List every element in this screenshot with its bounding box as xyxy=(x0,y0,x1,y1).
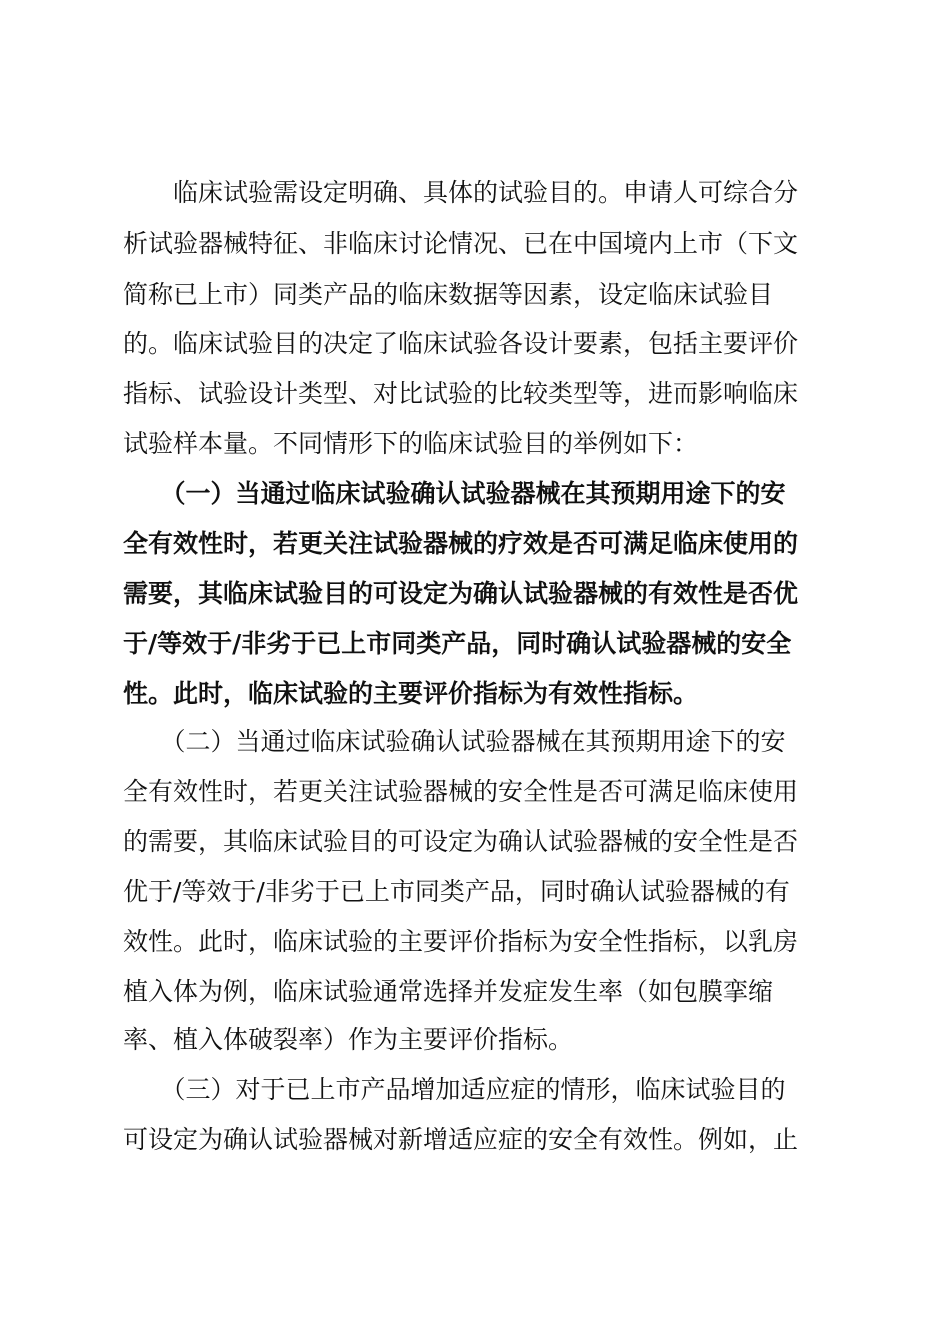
text-line: 指标、试验设计类型、对比试验的比较类型等，进而影响临床 xyxy=(123,379,799,408)
text-line: 的。临床试验目的决定了临床试验各设计要素，包括主要评价 xyxy=(123,329,799,358)
text-line: 效性。此时，临床试验的主要评价指标为安全性指标，以乳房 xyxy=(123,927,799,956)
text-line: 可设定为确认试验器械对新增适应症的安全有效性。例如，止 xyxy=(123,1125,799,1154)
text-line: 的需要，其临床试验目的可设定为确认试验器械的安全性是否 xyxy=(123,827,799,856)
text-line: （二）当通过临床试验确认试验器械在其预期用途下的安 xyxy=(123,727,786,756)
text-line: 临床试验需设定明确、具体的试验目的。申请人可综合分 xyxy=(123,178,799,207)
text-line: （三）对于已上市产品增加适应症的情形，临床试验目的 xyxy=(123,1075,786,1104)
text-line: 植入体为例，临床试验通常选择并发症发生率（如包膜挛缩 xyxy=(123,977,774,1006)
text-line: 优于/等效于/非劣于已上市同类产品，同时确认试验器械的有 xyxy=(123,877,790,906)
text-line: 全有效性时，若更关注试验器械的安全性是否可满足临床使用 xyxy=(123,777,799,806)
text-line: 性。此时，临床试验的主要评价指标为有效性指标。 xyxy=(123,679,699,708)
text-line: 简称已上市）同类产品的临床数据等因素，设定临床试验目 xyxy=(123,280,774,309)
text-line: 试验样本量。不同情形下的临床试验目的举例如下： xyxy=(123,429,699,458)
text-line: 需要，其临床试验目的可设定为确认试验器械的有效性是否优 xyxy=(123,579,799,608)
text-line: （一）当通过临床试验确认试验器械在其预期用途下的安 xyxy=(123,479,786,508)
text-line: 率、植入体破裂率）作为主要评价指标。 xyxy=(123,1025,574,1054)
text-line: 析试验器械特征、非临床讨论情况、已在中国境内上市（下文 xyxy=(123,229,799,258)
text-line: 于/等效于/非劣于已上市同类产品，同时确认试验器械的安全 xyxy=(123,629,792,658)
text-line: 全有效性时，若更关注试验器械的疗效是否可满足临床使用的 xyxy=(123,529,799,558)
